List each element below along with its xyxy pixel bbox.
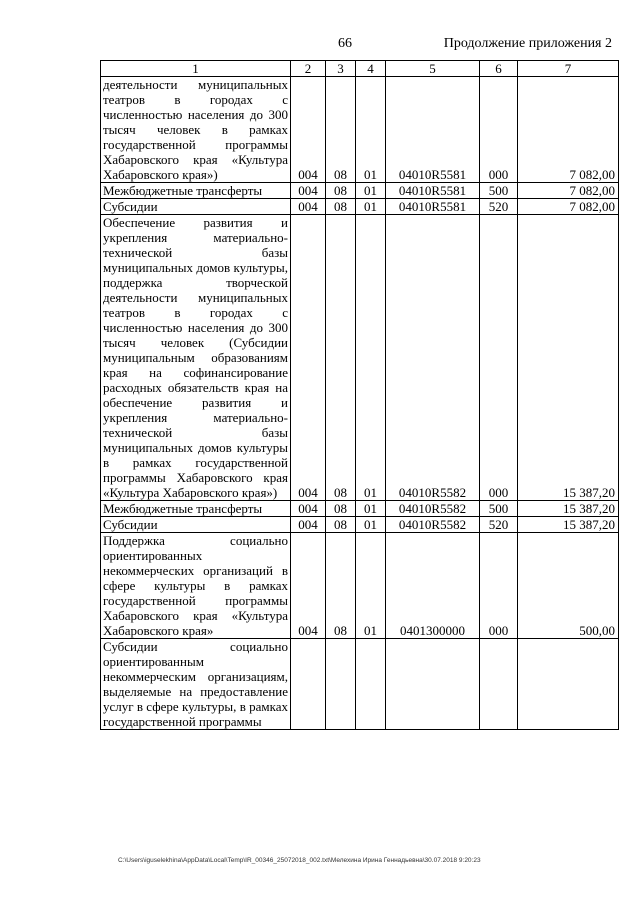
column-header: 2: [291, 61, 326, 77]
cell-amount: 15 387,20: [518, 501, 619, 517]
cell-amount: [518, 639, 619, 730]
cell-amount: 7 082,00: [518, 199, 619, 215]
row-description: деятельности муниципальных театров в городах с численностью населения до 300 тысяч человек в рамках государственной программы Хабаровского края «Культура Хабаровского края»): [101, 77, 291, 183]
row-description: Поддержка социально ориентированных некоммерческих организаций в сфере культуры в рамках государственной программы Хабаровского края «Культура Хабаровского края»: [101, 533, 291, 639]
cell-col-2: 004: [291, 77, 326, 183]
cell-amount: 15 387,20: [518, 517, 619, 533]
column-header: 1: [101, 61, 291, 77]
cell-amount: 500,00: [518, 533, 619, 639]
column-header: 7: [518, 61, 619, 77]
file-path-footer: C:\Users\iguselekhina\AppData\Local\Temp\IR_00346_25072018_002.txt\Мелехина Ирина Геннадьевна\30.07.2018 9:20:23: [118, 857, 481, 864]
cell-col-5: 04010R5582: [386, 501, 480, 517]
cell-col-3: 08: [326, 77, 356, 183]
cell-col-6: 000: [480, 533, 518, 639]
cell-col-4: 01: [356, 501, 386, 517]
table-row: [101, 517, 619, 533]
table-row: [101, 215, 619, 501]
cell-col-3: 08: [326, 517, 356, 533]
cell-col-5: 04010R5582: [386, 215, 480, 501]
cell-col-5: 0401300000: [386, 533, 480, 639]
row-description: Межбюджетные трансферты: [101, 183, 291, 199]
cell-col-5: 04010R5581: [386, 183, 480, 199]
cell-col-6: [480, 639, 518, 730]
table-row: [101, 639, 619, 730]
cell-col-4: 01: [356, 533, 386, 639]
cell-col-3: 08: [326, 501, 356, 517]
cell-amount: 7 082,00: [518, 77, 619, 183]
continuation-note: Продолжение приложения 2: [443, 36, 612, 51]
cell-col-2: 004: [291, 533, 326, 639]
cell-col-5: 04010R5582: [386, 517, 480, 533]
page-number: 66: [338, 36, 352, 51]
cell-col-5: [386, 639, 480, 730]
cell-col-6: 500: [480, 183, 518, 199]
cell-col-6: 520: [480, 199, 518, 215]
column-header: 5: [386, 61, 480, 77]
row-description: Обеспечение развития и укрепления материально-технической базы муниципальных домов культуры, поддержка творческой деятельности муниципальных театров в городах с численностью населения до 300 тысяч человек (Субсидии муниципальным образованиям края на софинансирование расходных обязательств края на обеспечение развития и укрепления материально-технической базы муниципальных домов культуры в рамках государственной программы Хабаровского края «Культура Хабаровского края»): [101, 215, 291, 501]
table-row: [101, 183, 619, 199]
cell-col-6: 520: [480, 517, 518, 533]
cell-col-6: 500: [480, 501, 518, 517]
cell-col-3: 08: [326, 215, 356, 501]
cell-col-5: 04010R5581: [386, 199, 480, 215]
cell-col-5: 04010R5581: [386, 77, 480, 183]
cell-col-4: [356, 639, 386, 730]
cell-col-3: [326, 639, 356, 730]
cell-col-4: 01: [356, 77, 386, 183]
cell-col-2: 004: [291, 215, 326, 501]
cell-col-6: 000: [480, 77, 518, 183]
table-row: [101, 533, 619, 639]
cell-col-6: 000: [480, 215, 518, 501]
row-description: Субсидии: [101, 199, 291, 215]
cell-col-2: 004: [291, 517, 326, 533]
cell-col-4: 01: [356, 517, 386, 533]
row-description: Субсидии социально ориентированным некоммерческим организациям, выделяемые на предоставление услуг в сфере культуры, в рамках государственной программы: [101, 639, 291, 730]
cell-col-2: 004: [291, 501, 326, 517]
cell-amount: 15 387,20: [518, 215, 619, 501]
column-header: 6: [480, 61, 518, 77]
cell-col-3: 08: [326, 199, 356, 215]
table-row: [101, 199, 619, 215]
cell-col-3: 08: [326, 183, 356, 199]
table-row: [101, 77, 619, 183]
cell-col-4: 01: [356, 199, 386, 215]
row-description: Субсидии: [101, 517, 291, 533]
cell-col-2: 004: [291, 183, 326, 199]
cell-col-3: 08: [326, 533, 356, 639]
column-header: 4: [356, 61, 386, 77]
cell-col-2: [291, 639, 326, 730]
row-description: Межбюджетные трансферты: [101, 501, 291, 517]
column-header: 3: [326, 61, 356, 77]
table-row: [101, 501, 619, 517]
cell-col-2: 004: [291, 199, 326, 215]
cell-amount: 7 082,00: [518, 183, 619, 199]
cell-col-4: 01: [356, 215, 386, 501]
cell-col-4: 01: [356, 183, 386, 199]
table-header-row: [101, 61, 619, 77]
budget-table: [100, 60, 619, 730]
